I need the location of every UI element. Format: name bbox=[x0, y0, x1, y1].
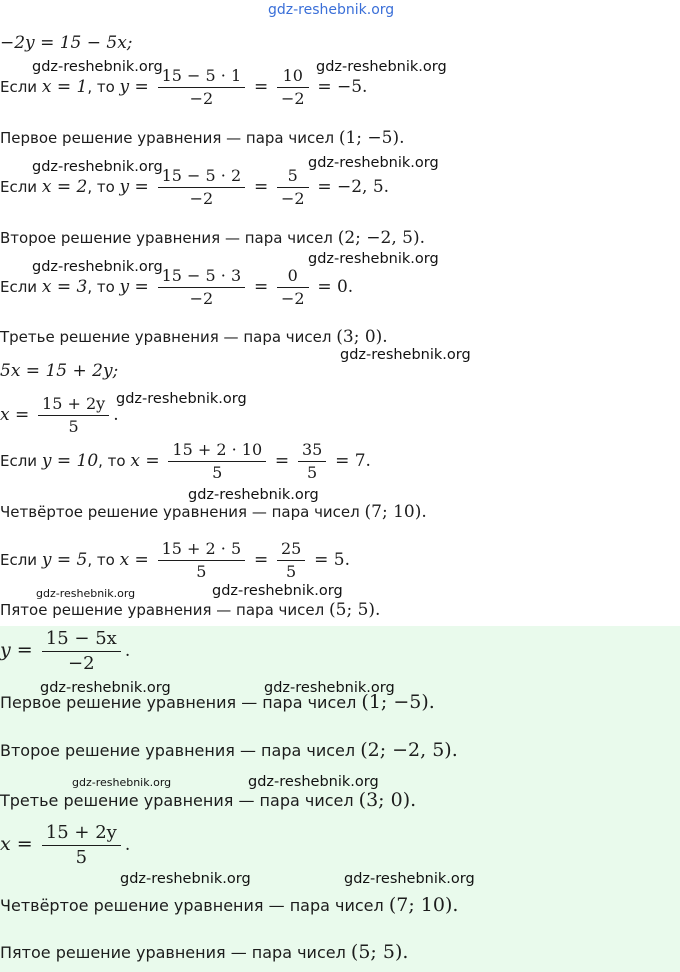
y5-value: y = 5 bbox=[41, 550, 88, 570]
summary-pair-4 bbox=[0, 895, 458, 916]
pair-5-value: (5; 5). bbox=[329, 600, 381, 620]
esli-label: Если bbox=[0, 452, 38, 470]
summary-pair-2-value: (2; −2, 5). bbox=[360, 739, 458, 761]
y4-value: y = 10 bbox=[41, 451, 99, 471]
to-label: , то bbox=[87, 278, 115, 296]
y1-numerator: 15 − 5 · 1 bbox=[158, 66, 246, 88]
equation-express-x: 5x = 15 + 2y; bbox=[0, 361, 119, 381]
pair-5-line bbox=[0, 600, 380, 620]
watermark: gdz-reshebnik.org bbox=[340, 347, 471, 363]
summary-fraction-y bbox=[42, 628, 121, 675]
to-label: , то bbox=[87, 78, 115, 96]
summary-pair-3-label: Третье решение уравнения — пара чисел bbox=[0, 791, 354, 810]
equals-sign: = bbox=[253, 77, 269, 97]
x5-simplified-numerator: 25 bbox=[277, 539, 305, 561]
esli-label: Если bbox=[0, 178, 38, 196]
y2-simplified-denominator: −2 bbox=[280, 189, 305, 208]
watermark: gdz-reshebnik.org bbox=[72, 776, 172, 789]
fraction-x-expr bbox=[38, 394, 109, 437]
period: . bbox=[113, 405, 119, 425]
fraction-x5-simplified bbox=[277, 539, 305, 582]
summary-x-formula bbox=[0, 822, 130, 869]
fraction-x4 bbox=[168, 440, 266, 483]
watermark: gdz-reshebnik.org bbox=[308, 155, 439, 171]
summary-pair-4-label: Четвёртое решение уравнения — пара чисел bbox=[0, 896, 384, 915]
summary-y-formula bbox=[0, 628, 130, 675]
fraction-y2-simplified bbox=[277, 166, 309, 209]
y-var: y = bbox=[119, 177, 149, 197]
watermark: gdz-reshebnik.org bbox=[308, 251, 439, 267]
x5-simplified-denominator: 5 bbox=[286, 562, 297, 581]
x3-value: x = 3 bbox=[41, 277, 88, 297]
summary-pair-3 bbox=[0, 790, 416, 811]
watermark: gdz-reshebnik.org bbox=[40, 680, 171, 696]
fraction-y2 bbox=[158, 166, 246, 209]
watermark: gdz-reshebnik.org bbox=[212, 583, 343, 599]
summary-pair-1-value: (1; −5). bbox=[361, 691, 435, 713]
y1-result: = −5. bbox=[317, 77, 368, 97]
x5-denominator: 5 bbox=[196, 562, 207, 581]
equals-sign: = bbox=[253, 177, 269, 197]
y3-result: = 0. bbox=[317, 277, 354, 297]
y1-denominator: −2 bbox=[189, 89, 214, 108]
x-var: x = bbox=[130, 451, 160, 471]
x-expr-numerator: 15 + 2y bbox=[38, 394, 109, 416]
pair-1-line bbox=[0, 128, 405, 148]
y3-simplified-denominator: −2 bbox=[280, 289, 305, 308]
x-formula bbox=[0, 394, 119, 437]
summary-fraction-x bbox=[42, 822, 121, 869]
y2-denominator: −2 bbox=[189, 189, 214, 208]
watermark: gdz-reshebnik.org bbox=[264, 680, 395, 696]
watermark: gdz-reshebnik.org bbox=[120, 871, 251, 887]
substitution-y10 bbox=[0, 440, 371, 483]
y2-numerator: 15 − 5 · 2 bbox=[158, 166, 246, 188]
y2-simplified-numerator: 5 bbox=[277, 166, 309, 188]
equation-express-y: −2y = 15 − 5x; bbox=[0, 33, 133, 53]
pair-2-label: Второе решение уравнения — пара чисел bbox=[0, 229, 333, 247]
pair-3-label: Третье решение уравнения — пара чисел bbox=[0, 328, 332, 346]
watermark: gdz-reshebnik.org bbox=[248, 774, 379, 790]
x-expr-denominator: 5 bbox=[68, 417, 79, 436]
x4-simplified-numerator: 35 bbox=[298, 440, 326, 462]
equals-sign: = bbox=[253, 550, 269, 570]
x5-numerator: 15 + 2 · 5 bbox=[158, 539, 246, 561]
pair-4-value: (7; 10). bbox=[364, 502, 427, 522]
pair-3-value: (3; 0). bbox=[336, 327, 388, 347]
equals-sign: = bbox=[274, 451, 290, 471]
esli-label: Если bbox=[0, 551, 38, 569]
fraction-x5 bbox=[158, 539, 246, 582]
watermark: gdz-reshebnik.org bbox=[344, 871, 475, 887]
to-label: , то bbox=[87, 178, 115, 196]
summary-x-numerator: 15 + 2y bbox=[42, 822, 121, 846]
period: . bbox=[124, 835, 131, 855]
summary-pair-5-value: (5; 5). bbox=[350, 941, 409, 963]
y3-simplified-numerator: 0 bbox=[277, 266, 309, 288]
watermark-top: gdz-reshebnik.org bbox=[268, 2, 395, 18]
fraction-y3 bbox=[158, 266, 246, 309]
x-var: x = bbox=[0, 405, 30, 425]
watermark: gdz-reshebnik.org bbox=[116, 391, 247, 407]
summary-pair-2-label: Второе решение уравнения — пара чисел bbox=[0, 741, 356, 760]
y2-result: = −2, 5. bbox=[317, 177, 390, 197]
y3-numerator: 15 − 5 · 3 bbox=[158, 266, 246, 288]
summary-y-numerator: 15 − 5x bbox=[42, 628, 121, 652]
pair-1-value: (1; −5). bbox=[338, 128, 405, 148]
pair-3-line bbox=[0, 327, 388, 347]
watermark: gdz-reshebnik.org bbox=[36, 587, 136, 600]
summary-x-denominator: 5 bbox=[75, 847, 88, 868]
watermark: gdz-reshebnik.org bbox=[316, 59, 447, 75]
x2-value: x = 2 bbox=[41, 177, 88, 197]
summary-pair-1-label: Первое решение уравнения — пара чисел bbox=[0, 693, 357, 712]
x5-result: = 5. bbox=[314, 550, 350, 570]
fraction-y1-simplified bbox=[277, 66, 309, 109]
pair-4-label: Четвёртое решение уравнения — пара чисел bbox=[0, 503, 360, 521]
to-label: , то bbox=[98, 452, 126, 470]
summary-pair-4-value: (7; 10). bbox=[388, 894, 459, 916]
equals-sign: = bbox=[253, 277, 269, 297]
pair-2-line bbox=[0, 228, 425, 248]
pair-4-line bbox=[0, 502, 427, 522]
y3-denominator: −2 bbox=[189, 289, 214, 308]
x-var: x = bbox=[0, 833, 33, 855]
fraction-y1 bbox=[158, 66, 246, 109]
x4-result: = 7. bbox=[335, 451, 371, 471]
watermark: gdz-reshebnik.org bbox=[188, 487, 319, 503]
summary-pair-3-value: (3; 0). bbox=[358, 789, 417, 811]
y1-simplified-numerator: 10 bbox=[277, 66, 309, 88]
period: . bbox=[124, 641, 131, 661]
y-var: y = bbox=[119, 277, 149, 297]
y-var: y = bbox=[0, 639, 33, 661]
pair-2-value: (2; −2, 5). bbox=[337, 228, 425, 248]
to-label: , то bbox=[87, 551, 115, 569]
fraction-y3-simplified bbox=[277, 266, 309, 309]
fraction-x4-simplified bbox=[298, 440, 326, 483]
y1-simplified-denominator: −2 bbox=[280, 89, 305, 108]
x1-value: x = 1 bbox=[41, 77, 88, 97]
y-var: y = bbox=[119, 77, 149, 97]
watermark: gdz-reshebnik.org bbox=[32, 59, 163, 75]
summary-y-denominator: −2 bbox=[68, 653, 95, 674]
summary-pair-5 bbox=[0, 942, 408, 963]
x4-denominator: 5 bbox=[212, 463, 223, 482]
x-var: x = bbox=[119, 550, 149, 570]
pair-1-label: Первое решение уравнения — пара чисел bbox=[0, 129, 335, 147]
pair-5-label: Пятое решение уравнения — пара чисел bbox=[0, 601, 325, 619]
esli-label: Если bbox=[0, 278, 38, 296]
esli-label: Если bbox=[0, 78, 38, 96]
watermark: gdz-reshebnik.org bbox=[32, 259, 163, 275]
x4-simplified-denominator: 5 bbox=[307, 463, 318, 482]
summary-pair-5-label: Пятое решение уравнения — пара чисел bbox=[0, 943, 346, 962]
watermark: gdz-reshebnik.org bbox=[32, 159, 163, 175]
summary-pair-2 bbox=[0, 740, 458, 761]
substitution-y5 bbox=[0, 539, 350, 582]
x4-numerator: 15 + 2 · 10 bbox=[168, 440, 266, 462]
